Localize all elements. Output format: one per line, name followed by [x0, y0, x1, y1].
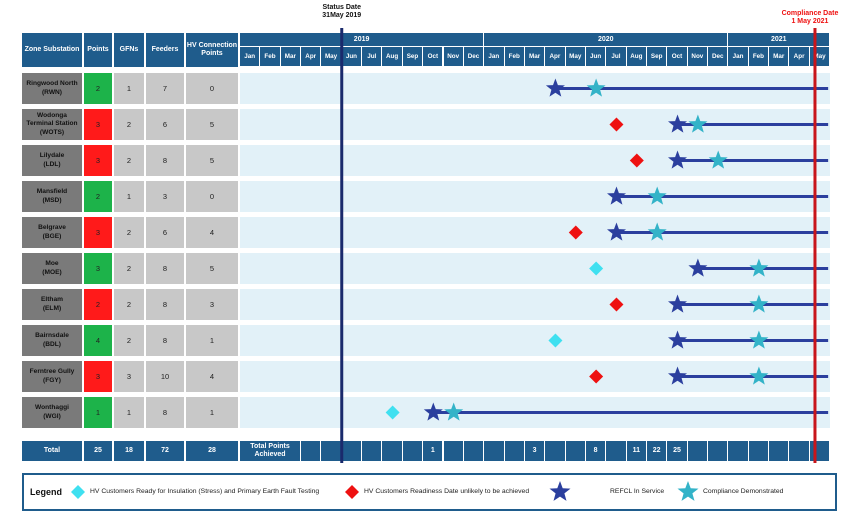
month-jun-5: Jun: [342, 47, 361, 66]
row-gfns-cell: 2: [114, 253, 144, 284]
month-may-28: May: [810, 47, 829, 66]
row-name-cell: Lilydale (LDL): [22, 145, 82, 176]
legend-item-text: HV Customers Readiness Date unlikely to be achieved: [364, 488, 530, 495]
row-hv-cell: 5: [186, 109, 238, 140]
month-jul-6: Jul: [362, 47, 381, 66]
compliance-demonstrated-star-icon: [648, 223, 667, 241]
month-apr-3: Apr: [301, 47, 320, 66]
month-jan-12: Jan: [484, 47, 503, 66]
month-oct-9: Oct: [423, 47, 442, 66]
month-mar-2: Mar: [281, 47, 300, 66]
year-2019: 2019: [240, 33, 483, 46]
total-points: 25: [84, 441, 112, 461]
hv-unlikely-diamond-icon: [609, 118, 623, 132]
status-date-title: Status Date: [322, 4, 361, 11]
compliance-date-title: Compliance Date: [781, 10, 839, 17]
compliance-demonstrated-star-icon: [648, 187, 667, 205]
month-mar-14: Mar: [525, 47, 544, 66]
row-points-cell: 2: [84, 73, 112, 104]
row-name-cell: Bairnsdale (BDL): [22, 325, 82, 356]
month-sep-20: Sep: [647, 47, 666, 66]
row-feeders-cell: 6: [146, 109, 184, 140]
achieved-cell: 1: [423, 441, 442, 461]
row-feeders-cell: 8: [146, 289, 184, 320]
row-name-cell: Wodonga Terminal Station (WOTS): [22, 109, 82, 140]
row-points-cell: 2: [84, 289, 112, 320]
legend-item-text: REFCL In Service: [610, 488, 665, 495]
row-feeders-cell: 8: [146, 325, 184, 356]
month-sep-8: Sep: [403, 47, 422, 66]
hv-unlikely-diamond-icon: [630, 154, 644, 168]
row-feeders-cell: 10: [146, 361, 184, 392]
month-feb-1: Feb: [260, 47, 279, 66]
row-gfns-cell: 2: [114, 217, 144, 248]
compliance-date-value: 1 May 2021: [791, 18, 829, 26]
row-feeders-cell: 8: [146, 253, 184, 284]
hv-unlikely-diamond-icon: [609, 298, 623, 312]
month-mar-26: Mar: [769, 47, 788, 66]
row-points-cell: 2: [84, 181, 112, 212]
refcl-in-service-star-icon: [668, 151, 687, 169]
row-hv-cell: 3: [186, 289, 238, 320]
row-hv-cell: 0: [186, 73, 238, 104]
row-name-cell: Belgrave (BGE): [22, 217, 82, 248]
legend-item-text: HV Customers Ready for Insulation (Stress) and Primary Earth Fault Testing: [90, 488, 320, 495]
row-points-cell: 3: [84, 109, 112, 140]
month-jun-17: Jun: [586, 47, 605, 66]
row-gfns-cell: 2: [114, 109, 144, 140]
achieved-cell: 25: [667, 441, 686, 461]
row-hv-cell: 0: [186, 181, 238, 212]
total-label: Total: [22, 441, 82, 461]
month-apr-15: Apr: [545, 47, 564, 66]
row-points-cell: 3: [84, 145, 112, 176]
refcl-in-service-star-icon: [668, 367, 687, 385]
row-gfns-cell: 1: [114, 397, 144, 428]
legend-teal-star-icon: [678, 481, 699, 501]
compliance-demonstrated-star-icon: [709, 151, 728, 169]
row-feeders-cell: 6: [146, 217, 184, 248]
row-points-cell: 3: [84, 361, 112, 392]
achieved-cell: 11: [627, 441, 646, 461]
row-points-cell: 3: [84, 217, 112, 248]
month-dec-23: Dec: [708, 47, 727, 66]
month-jul-18: Jul: [606, 47, 625, 66]
header-hv-connection-points: HV Connection Points: [186, 33, 238, 67]
hv-unlikely-diamond-icon: [589, 370, 603, 384]
header-points: Points: [84, 33, 112, 67]
achieved-cell: 8: [586, 441, 605, 461]
row-hv-cell: 1: [186, 397, 238, 428]
refcl-in-service-star-icon: [668, 295, 687, 313]
year-2021: 2021: [728, 33, 829, 46]
refcl-in-service-star-icon: [668, 331, 687, 349]
compliance-demonstrated-star-icon: [749, 331, 768, 349]
row-gfns-cell: 3: [114, 361, 144, 392]
month-aug-7: Aug: [382, 47, 401, 66]
status-date-value: 31May 2019: [322, 12, 362, 20]
row-points-cell: 4: [84, 325, 112, 356]
row-feeders-cell: 3: [146, 181, 184, 212]
row-hv-cell: 5: [186, 145, 238, 176]
legend-cyan-diamond-icon: [71, 485, 85, 499]
compliance-demonstrated-star-icon: [688, 115, 707, 133]
row-gfns-cell: 2: [114, 325, 144, 356]
header-zone-substation: Zone Substation: [22, 33, 82, 67]
row-hv-cell: 1: [186, 325, 238, 356]
row-hv-cell: 5: [186, 253, 238, 284]
month-may-4: May: [321, 47, 340, 66]
row-gfns-cell: 2: [114, 289, 144, 320]
row-points-cell: 3: [84, 253, 112, 284]
legend-red-diamond-icon: [345, 485, 359, 499]
total-gfns: 18: [114, 441, 144, 461]
row-feeders-cell: 8: [146, 397, 184, 428]
row-gfns-cell: 1: [114, 181, 144, 212]
row-hv-cell: 4: [186, 217, 238, 248]
month-nov-22: Nov: [688, 47, 707, 66]
refcl-in-service-star-icon: [668, 115, 687, 133]
row-hv-cell: 4: [186, 361, 238, 392]
month-feb-25: Feb: [749, 47, 768, 66]
compliance-demonstrated-star-icon: [587, 79, 606, 97]
hv-ready-diamond-icon: [386, 406, 400, 420]
month-oct-21: Oct: [667, 47, 686, 66]
refcl-in-service-star-icon: [688, 259, 707, 277]
row-gfns-cell: 2: [114, 145, 144, 176]
row-name-cell: Mansfield (MSD): [22, 181, 82, 212]
month-may-16: May: [566, 47, 585, 66]
hv-unlikely-diamond-icon: [569, 226, 583, 240]
row-name-cell: Ringwood North (RWN): [22, 73, 82, 104]
achieved-cell: 22: [647, 441, 666, 461]
month-feb-13: Feb: [505, 47, 524, 66]
row-feeders-cell: 8: [146, 145, 184, 176]
row-name-cell: Eltham (ELM): [22, 289, 82, 320]
achieved-cell: 3: [525, 441, 544, 461]
legend-item-text: Compliance Demonstrated: [703, 488, 784, 495]
compliance-demonstrated-star-icon: [444, 403, 463, 421]
row-name-cell: Ferntree Gully (FGY): [22, 361, 82, 392]
year-2020: 2020: [484, 33, 727, 46]
row-name-cell: Wonthaggi (WGI): [22, 397, 82, 428]
header-feeders: Feeders: [146, 33, 184, 67]
compliance-demonstrated-star-icon: [749, 367, 768, 385]
hv-ready-diamond-icon: [548, 334, 562, 348]
row-gfns-cell: 1: [114, 73, 144, 104]
total-points-achieved-label: Total Points Achieved: [240, 441, 300, 461]
month-jan-0: Jan: [240, 47, 259, 66]
row-name-cell: Moe (MOE): [22, 253, 82, 284]
month-dec-11: Dec: [464, 47, 483, 66]
month-apr-27: Apr: [789, 47, 808, 66]
refcl-in-service-star-icon: [607, 187, 626, 205]
total-hv: 28: [186, 441, 238, 461]
legend-blue-star-icon: [550, 481, 571, 501]
header-gfns: GFNs: [114, 33, 144, 67]
compliance-demonstrated-star-icon: [749, 295, 768, 313]
legend-title: Legend: [30, 487, 63, 497]
total-feeders: 72: [146, 441, 184, 461]
compliance-demonstrated-star-icon: [749, 259, 768, 277]
refcl-in-service-star-icon: [546, 79, 565, 97]
row-feeders-cell: 7: [146, 73, 184, 104]
refcl-in-service-star-icon: [424, 403, 443, 421]
hv-ready-diamond-icon: [589, 262, 603, 276]
row-points-cell: 1: [84, 397, 112, 428]
month-jan-24: Jan: [728, 47, 747, 66]
month-aug-19: Aug: [627, 47, 646, 66]
refcl-in-service-star-icon: [607, 223, 626, 241]
month-nov-10: Nov: [444, 47, 463, 66]
